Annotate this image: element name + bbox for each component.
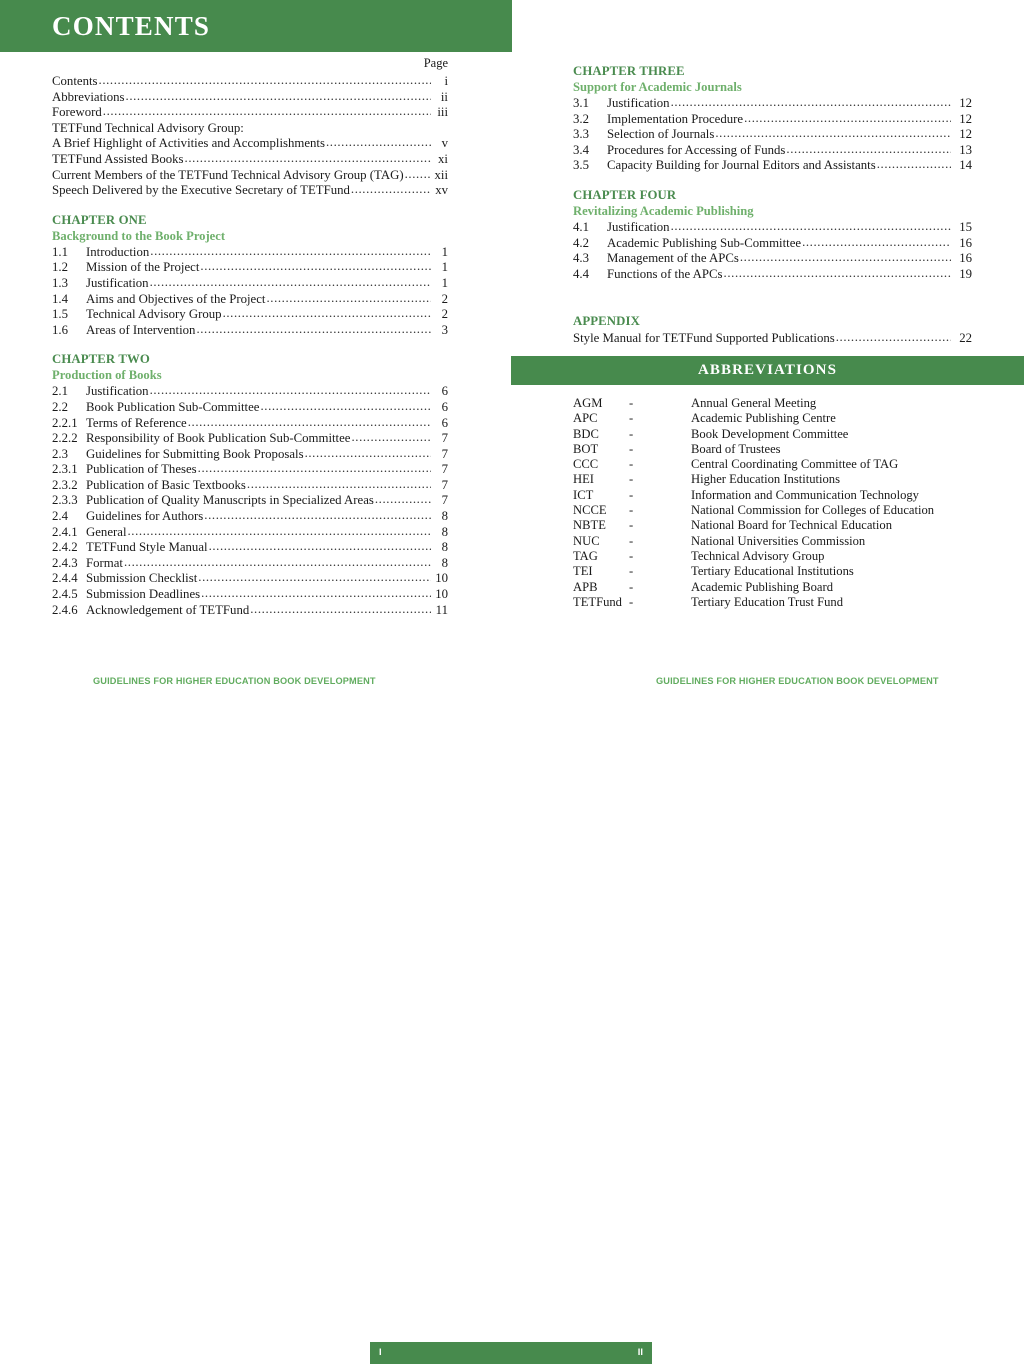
- toc-entry[interactable]: [52, 400, 448, 416]
- leader-dots: [326, 135, 431, 151]
- toc-entry[interactable]: [573, 127, 972, 143]
- toc-entry-text: Justification: [607, 219, 670, 234]
- toc-entry-number: 2.1: [52, 384, 68, 399]
- front-matter-list: [52, 74, 448, 199]
- front-matter-entry[interactable]: [52, 168, 448, 184]
- abbreviations-header-bar: [511, 356, 1024, 385]
- abbreviations-title: ABBREVIATIONS: [697, 362, 838, 378]
- toc-entry-number: 3.1: [573, 96, 589, 110]
- toc-entry-page: 1: [441, 275, 448, 290]
- toc-entry-text: Abbreviations: [52, 89, 125, 104]
- toc-entry-number: 1.2: [52, 260, 68, 275]
- toc-entry-text: Functions of the APCs: [607, 266, 723, 281]
- toc-entry[interactable]: [52, 307, 448, 323]
- abbreviation-key: TEI: [573, 564, 593, 579]
- toc-entry-page: 15: [959, 219, 972, 234]
- abbreviation-dash: -: [629, 426, 634, 441]
- toc-entry[interactable]: [52, 525, 448, 541]
- leader-dots: [99, 73, 431, 89]
- leader-dots: [351, 182, 431, 198]
- toc-entry[interactable]: [52, 509, 448, 525]
- toc-entry[interactable]: [52, 493, 448, 509]
- toc-entry-text: Guidelines for Submitting Book Proposals: [86, 446, 304, 461]
- toc-entry-page: 7: [441, 446, 448, 461]
- abbreviation-row: [573, 595, 993, 610]
- abbreviation-row: [573, 580, 993, 595]
- toc-entry-text: Publication of Quality Manuscripts in Specialized Areas: [86, 493, 374, 508]
- page-title: CONTENTS: [52, 10, 211, 41]
- toc-entry-text: A Brief Highlight of Activities and Accomplishments: [52, 136, 325, 151]
- toc-entry-text: Justification: [86, 275, 149, 290]
- leader-dots: [198, 570, 431, 586]
- abbreviation-value: Tertiary Educational Institutions: [691, 564, 854, 579]
- abbreviation-key: BOT: [573, 441, 599, 456]
- toc-entry[interactable]: [52, 556, 448, 572]
- abbreviation-dash: -: [629, 579, 634, 594]
- abbreviation-value: Technical Advisory Group: [691, 548, 825, 563]
- toc-entry-page: 6: [441, 415, 448, 430]
- leader-dots: [836, 330, 951, 346]
- leader-dots: [200, 259, 431, 275]
- abbreviation-row: [573, 427, 993, 442]
- page-column-label: Page: [423, 56, 448, 70]
- toc-entry[interactable]: [52, 603, 448, 619]
- toc-entry-page: 11: [435, 602, 448, 617]
- leader-dots: [204, 508, 431, 524]
- toc-entry[interactable]: [52, 478, 448, 494]
- toc-entry-page: xii: [434, 167, 448, 182]
- toc-entry-text: Current Members of the TETFund Technical Advisory Group (TAG): [52, 167, 404, 182]
- abbreviation-dash: -: [629, 457, 634, 472]
- toc-entry-number: 3.5: [573, 158, 589, 173]
- leader-dots: [196, 322, 431, 338]
- footer-page-number-right: II: [637, 1346, 643, 1357]
- toc-entry-text: Introduction: [86, 244, 150, 259]
- toc-entry-page: iii: [437, 105, 448, 120]
- leader-dots: [260, 399, 431, 415]
- toc-entry-number: 1.5: [52, 307, 68, 322]
- toc-entry-page: 8: [441, 540, 448, 555]
- toc-entry-text: Justification: [607, 96, 670, 110]
- leader-dots: [198, 461, 431, 477]
- toc-entry-number: 4.3: [573, 251, 589, 266]
- abbreviation-key: CCC: [573, 457, 599, 472]
- toc-entry-page: 6: [441, 384, 448, 399]
- toc-entry[interactable]: [573, 112, 972, 128]
- toc-entry-text: Areas of Intervention: [86, 322, 196, 337]
- right-chapter-list: [573, 64, 972, 282]
- abbreviation-value: National Universities Commission: [691, 533, 866, 548]
- abbreviation-value: Higher Education Institutions: [691, 472, 841, 487]
- page-footer: [0, 672, 1024, 1357]
- abbreviation-value: Book Development Committee: [691, 426, 849, 441]
- toc-entry-number: 2.3: [52, 446, 68, 461]
- toc-entry-number: 2.4.2: [52, 540, 78, 555]
- abbreviation-value: Annual General Meeting: [691, 396, 817, 410]
- leader-dots: [786, 142, 951, 158]
- toc-entry-text: Submission Deadlines: [86, 587, 201, 602]
- front-matter-entry[interactable]: [52, 121, 448, 137]
- abbreviation-row: [573, 411, 993, 426]
- toc-entry-page: 10: [435, 587, 448, 602]
- toc-entry-text: Terms of Reference: [86, 415, 187, 430]
- leader-dots: [351, 430, 431, 446]
- toc-entry-text: Implementation Procedure: [607, 111, 744, 126]
- leader-dots: [247, 477, 431, 493]
- leader-dots: [185, 151, 431, 167]
- abbreviation-dash: -: [629, 503, 634, 518]
- toc-entry-text: Speech Delivered by the Executive Secretary of TETFund: [52, 183, 350, 198]
- leader-dots: [715, 126, 951, 142]
- chapter-subtitle: Support for Academic Journals: [573, 80, 742, 94]
- abbreviation-value: Academic Publishing Centre: [691, 411, 836, 426]
- abbreviation-row: [573, 518, 993, 533]
- toc-entry[interactable]: [52, 540, 448, 556]
- abbreviation-key: TAG: [573, 548, 598, 563]
- toc-entry-text: Technical Advisory Group: [86, 307, 222, 322]
- toc-entry-text: Guidelines for Authors: [86, 509, 204, 524]
- toc-entry-number: 2.4.6: [52, 602, 78, 617]
- leader-dots: [126, 89, 431, 105]
- abbreviation-value: National Board for Technical Education: [691, 518, 893, 533]
- abbreviation-key: ICT: [573, 487, 594, 502]
- abbreviation-dash: -: [629, 487, 634, 502]
- appendix-entry-page: 22: [959, 331, 972, 346]
- toc-entry-text: Acknowledgement of TETFund: [86, 602, 250, 617]
- toc-entry-text: Book Publication Sub-Committee: [86, 399, 260, 414]
- leader-dots: [209, 539, 431, 555]
- chapter-title: CHAPTER TWO: [52, 352, 150, 367]
- leader-dots: [671, 219, 951, 235]
- toc-entry-page: 7: [441, 462, 448, 477]
- front-matter-entry[interactable]: [52, 105, 448, 121]
- toc-entry[interactable]: [52, 447, 448, 463]
- abbreviation-dash: -: [629, 396, 634, 410]
- abbreviation-row: [573, 396, 993, 411]
- toc-entry-number: 2.4.3: [52, 555, 78, 570]
- toc-entry-number: 2.4.1: [52, 524, 78, 539]
- toc-entry-number: 1.1: [52, 244, 68, 259]
- toc-entry-text: Capacity Building for Journal Editors and Assistants: [607, 158, 876, 173]
- chapter-subtitle: Production of Books: [52, 368, 162, 383]
- toc-entry-number: 2.2.1: [52, 415, 78, 430]
- abbreviation-key: HEI: [573, 472, 594, 487]
- toc-entry[interactable]: [573, 143, 972, 159]
- toc-entry-page: xi: [438, 151, 448, 166]
- abbreviation-value: Board of Trustees: [691, 441, 781, 456]
- toc-entry-page: xv: [435, 183, 448, 198]
- toc-entry-page: 7: [441, 493, 448, 508]
- toc-entry-text: Aims and Objectives of the Project: [86, 291, 266, 306]
- abbreviation-value: Information and Communication Technology: [691, 487, 919, 502]
- contents-right-column: [573, 50, 972, 347]
- contents-header-bar: [0, 0, 512, 52]
- toc-entry-page: i: [444, 74, 448, 88]
- leader-dots: [150, 275, 431, 291]
- chapter-block: [573, 64, 972, 174]
- abbreviation-row: [573, 534, 993, 549]
- toc-entry-number: 2.4.5: [52, 587, 78, 602]
- abbreviation-dash: -: [629, 564, 634, 579]
- toc-entry-page: 8: [441, 524, 448, 539]
- appendix-section: [573, 314, 972, 347]
- toc-entry-text: Responsibility of Book Publication Sub-Committee: [86, 431, 351, 446]
- toc-entry-page: 1: [441, 260, 448, 275]
- toc-entry[interactable]: [52, 416, 448, 432]
- toc-entry[interactable]: [52, 323, 448, 339]
- chapter-subtitle: Background to the Book Project: [52, 228, 226, 243]
- left-chapter-list: [52, 213, 448, 618]
- footer-right-text: GUIDELINES FOR HIGHER EDUCATION BOOK DEVELOPMENT: [656, 676, 939, 686]
- toc-entry-number: 3.3: [573, 127, 589, 142]
- abbreviation-dash: -: [629, 411, 634, 426]
- abbreviation-key: APC: [573, 411, 598, 426]
- toc-entry-text: Publication of Basic Textbooks: [86, 477, 246, 492]
- abbreviation-dash: -: [629, 518, 634, 533]
- toc-entry-text: Format: [86, 555, 123, 570]
- toc-entry-page: 10: [435, 571, 448, 586]
- abbreviation-key: NUC: [573, 533, 600, 548]
- leader-dots: [103, 104, 431, 120]
- front-matter-entry[interactable]: [52, 183, 448, 199]
- contents-left-column: [52, 56, 448, 618]
- toc-entry-page: v: [441, 136, 448, 151]
- leader-dots: [744, 111, 951, 127]
- abbreviations-list: [573, 396, 993, 610]
- appendix-entry[interactable]: [573, 331, 972, 347]
- leader-dots: [671, 95, 951, 111]
- toc-entry-page: 12: [959, 127, 972, 142]
- abbreviation-dash: -: [629, 441, 634, 456]
- toc-entry-text: Contents: [52, 74, 98, 88]
- toc-entry[interactable]: [573, 220, 972, 236]
- toc-entry[interactable]: [573, 251, 972, 267]
- abbreviation-row: [573, 472, 993, 487]
- toc-entry-page: 8: [441, 555, 448, 570]
- toc-entry-page: 2: [441, 307, 448, 322]
- toc-entry-page: 12: [959, 111, 972, 126]
- toc-entry-number: 2.3.1: [52, 462, 78, 477]
- toc-entry[interactable]: [573, 236, 972, 252]
- leader-dots: [305, 446, 431, 462]
- leader-dots: [201, 586, 431, 602]
- toc-entry-text: Management of the APCs: [607, 251, 739, 266]
- toc-entry-text: Publication of Theses: [86, 462, 197, 477]
- footer-green-bar: [370, 1342, 652, 1364]
- toc-entry-page: 16: [959, 251, 972, 266]
- front-matter-entry[interactable]: [52, 152, 448, 168]
- toc-entry-number: 4.1: [573, 219, 589, 234]
- toc-entry-page: 7: [441, 477, 448, 492]
- appendix-title: APPENDIX: [573, 314, 640, 329]
- toc-entry-page: 13: [959, 142, 972, 157]
- footer-page-number-left: I: [379, 1346, 382, 1357]
- leader-dots: [128, 524, 432, 540]
- leader-dots: [405, 167, 431, 183]
- abbreviation-row: [573, 549, 993, 564]
- front-matter-entry[interactable]: [52, 90, 448, 106]
- toc-entry[interactable]: [573, 267, 972, 283]
- leader-dots: [150, 383, 431, 399]
- toc-entry-page: 12: [959, 96, 972, 110]
- leader-dots: [150, 244, 431, 260]
- abbreviation-row: [573, 457, 993, 472]
- toc-entry[interactable]: [573, 158, 972, 174]
- abbreviation-dash: -: [629, 472, 634, 487]
- toc-entry-text: Mission of the Project: [86, 260, 200, 275]
- chapter-block: [52, 213, 448, 339]
- toc-entry-page: 6: [441, 399, 448, 414]
- toc-entry-page: 2: [441, 291, 448, 306]
- abbreviation-dash: -: [629, 533, 634, 548]
- chapter-title: CHAPTER ONE: [52, 212, 147, 227]
- abbreviation-value: Academic Publishing Board: [691, 579, 834, 594]
- toc-entry-number: 2.2: [52, 399, 68, 414]
- toc-entry[interactable]: [52, 245, 448, 261]
- chapter-title: CHAPTER FOUR: [573, 187, 677, 202]
- toc-entry-text: Justification: [86, 384, 149, 399]
- abbreviation-key: BDC: [573, 426, 599, 441]
- toc-entry-page: 3: [441, 322, 448, 337]
- toc-entry-page: ii: [440, 89, 448, 104]
- toc-entry[interactable]: [52, 276, 448, 292]
- toc-entry-page: 1: [441, 244, 448, 259]
- toc-entry-page: 16: [959, 235, 972, 250]
- front-matter-entry[interactable]: [52, 136, 448, 152]
- chapter-subtitle: Revitalizing Academic Publishing: [573, 203, 754, 218]
- leader-dots: [877, 157, 951, 173]
- toc-entry-number: 1.6: [52, 322, 68, 337]
- toc-entry-number: 1.3: [52, 275, 68, 290]
- toc-entry-number: 4.4: [573, 266, 589, 281]
- leader-dots: [266, 291, 431, 307]
- abbreviation-row: [573, 442, 993, 457]
- chapter-block: [573, 188, 972, 282]
- toc-entry-number: 2.4.4: [52, 571, 78, 586]
- toc-entry-text: Academic Publishing Sub-Committee: [607, 235, 802, 250]
- front-matter-entry[interactable]: [52, 74, 448, 90]
- toc-entry-number: 2.3.3: [52, 493, 78, 508]
- abbreviation-key: NBTE: [573, 518, 606, 533]
- toc-entry[interactable]: [52, 571, 448, 587]
- toc-entry-text: TETFund Assisted Books: [52, 151, 184, 166]
- toc-entry-page: 14: [959, 158, 972, 173]
- toc-entry[interactable]: [52, 431, 448, 447]
- abbreviation-key: AGM: [573, 396, 603, 410]
- toc-entry[interactable]: [52, 587, 448, 603]
- abbreviation-value: Tertiary Education Trust Fund: [691, 594, 843, 609]
- abbreviation-row: [573, 503, 993, 518]
- toc-entry-number: 4.2: [573, 235, 589, 250]
- leader-dots: [724, 266, 951, 282]
- toc-entry-text: TETFund Technical Advisory Group:: [52, 120, 244, 135]
- leader-dots: [188, 415, 431, 431]
- toc-entry-number: 3.4: [573, 142, 589, 157]
- abbreviation-dash: -: [629, 548, 634, 563]
- abbreviation-dash: -: [629, 594, 634, 609]
- toc-entry-number: 2.4: [52, 509, 68, 524]
- toc-entry[interactable]: [573, 96, 972, 112]
- toc-entry-text: Submission Checklist: [86, 571, 198, 586]
- toc-entry-number: 3.2: [573, 111, 589, 126]
- leader-dots: [223, 306, 431, 322]
- abbreviation-key: TETFund: [573, 594, 622, 609]
- appendix-entry-text: Style Manual for TETFund Supported Publications: [573, 331, 835, 346]
- toc-entry-page: 7: [441, 431, 448, 446]
- leader-dots: [740, 250, 951, 266]
- toc-entry[interactable]: [52, 462, 448, 478]
- abbreviation-value: National Commission for Colleges of Education: [691, 503, 935, 518]
- toc-entry-text: TETFund Style Manual: [86, 540, 208, 555]
- abbreviation-key: APB: [573, 579, 598, 594]
- toc-entry-text: Foreword: [52, 105, 102, 120]
- toc-entry-number: 1.4: [52, 291, 68, 306]
- leader-dots: [375, 492, 431, 508]
- toc-entry-number: 2.2.2: [52, 431, 78, 446]
- abbreviation-key: NCCE: [573, 503, 607, 518]
- abbreviation-row: [573, 564, 993, 579]
- leader-dots: [250, 602, 431, 618]
- toc-entry-text: General: [86, 524, 127, 539]
- leader-dots: [124, 555, 431, 571]
- chapter-block: [52, 352, 448, 618]
- toc-entry[interactable]: [52, 260, 448, 276]
- toc-entry-text: Procedures for Accessing of Funds: [607, 142, 786, 157]
- abbreviation-row: [573, 488, 993, 503]
- footer-left-text: GUIDELINES FOR HIGHER EDUCATION BOOK DEVELOPMENT: [93, 676, 376, 686]
- abbreviation-value: Central Coordinating Committee of TAG: [691, 457, 899, 472]
- toc-entry[interactable]: [52, 292, 448, 308]
- toc-entry-text: Selection of Journals: [607, 127, 715, 142]
- chapter-title: CHAPTER THREE: [573, 64, 685, 78]
- leader-dots: [802, 235, 951, 251]
- toc-entry[interactable]: [52, 384, 448, 400]
- toc-entry-number: 2.3.2: [52, 477, 78, 492]
- toc-entry-page: 8: [441, 509, 448, 524]
- toc-entry-page: 19: [959, 266, 972, 281]
